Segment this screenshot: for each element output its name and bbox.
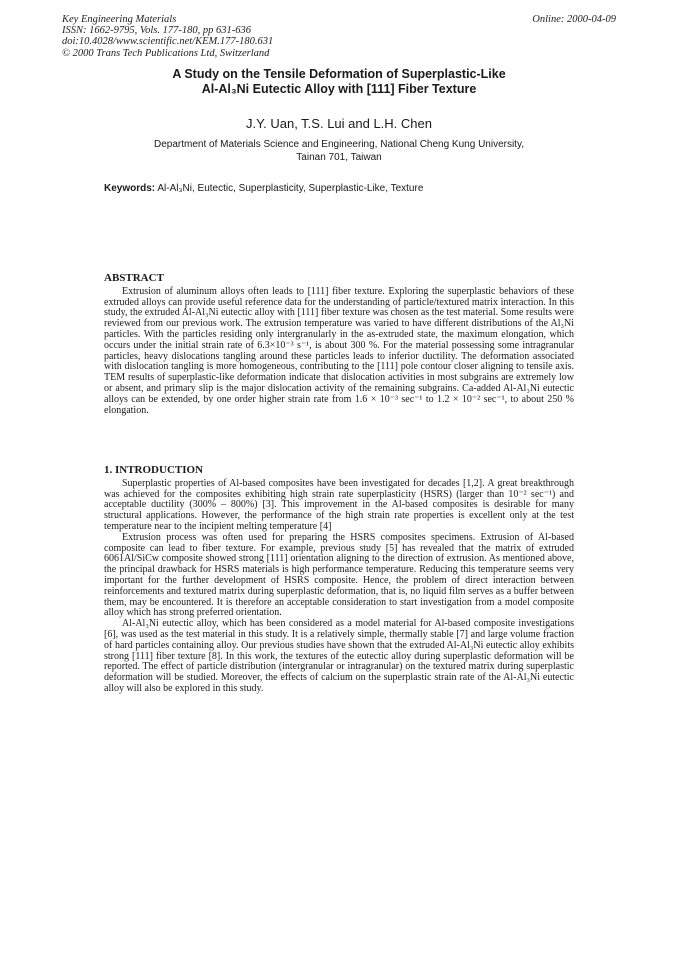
affiliation bbox=[80, 139, 598, 164]
title-line-1: A Study on the Tensile Deformation of Superplastic-Like bbox=[172, 67, 506, 81]
authors: J.Y. Uan, T.S. Lui and L.H. Chen bbox=[246, 116, 432, 131]
abstract-text: Extrusion of aluminum alloys often leads to [111] fiber texture. Exploring the superplastic behaviors of these extruded alloys can provide useful reference data for the understanding of particle/textured matrix interaction. In this study, the extruded Al-Al₃Ni eutectic alloy with [111] fiber texture was chosen as the test material. Some results were reviewed from our previous work. The extrusion temperature was varied to have different distributions of the Al₃Ni particles. With the particles residing only intergranularly in the as-extruded state, the maximum elongation, which occurs under the initial strain rate of 6.3×10⁻³ s⁻¹, is about 300 %. For the material possessing some intragranular particles, heavy dislocations tangling around these particles leads to inferior ductility. The deformation associated with dislocation tangling is more homogeneous, contributing to the [111] pole contour closer aligning to tensile axis. TEM results of superplastic-like deformation indicate that dislocation activities in most subgrains are extremely low or absent, and primary slip is the major dislocation activity of the remaining subgrains. Ca-added Al-Al₃Ni eutectic alloys can be extended, by one order higher strain rate from 1.6 × 10⁻³ sec⁻¹ to 1.2 × 10⁻² sec⁻¹, to about 250 % elongation. bbox=[104, 285, 574, 416]
affiliation-line-2: Tainan 701, Taiwan bbox=[296, 151, 382, 163]
intro-paragraph-2: Extrusion process was often used for preparing the HSRS composites specimens. Extrusion of Al-based composite can lead to fiber texture. For example, previous study [5] has revealed that the matrix of extruded 6061Al/SiCw composite showed strong [111] orientation aligning to the direction of extrusion. As mentioned above, the principal drawback for HSRS materials is high performance temperature. Reducing this temperature seems very important for the further development of HSRS composite. Hence, the problem of direct interaction between reinforcements and textured matrix during superplastic deformation, that is, no liquid film serves as a buffer between them, may be encountered. It is therefore an acceptable consideration to start investigation from a model composite alloy which has strong preferred orientation. bbox=[104, 531, 574, 619]
issn-line: ISSN: 1662-9795, Vols. 177-180, pp 631-636 bbox=[62, 25, 251, 37]
journal-header bbox=[62, 14, 273, 59]
abstract-section bbox=[104, 273, 574, 416]
keywords-text: Al-Al₃Ni, Eutectic, Superplasticity, Superplastic-Like, Texture bbox=[157, 183, 424, 194]
doi-line: doi:10.4028/www.scientific.net/KEM.177-180.631 bbox=[62, 36, 274, 48]
intro-paragraph-3: Al-Al₃Ni eutectic alloy, which has been considered as a model material for Al-based composite investigations [6], was used as the test material in this study. It is a relatively simple, thermally stable [7] and large volume fraction of hard particles containing alloy. Our previous studies have shown that the extruded Al-Al₃Ni eutectic alloy exhibits strong [111] fiber texture [8]. In this work, the textures of the eutectic alloy during superplastic deformation will be reported. The effect of particle distribution (intergranular or intragranular) on the textured matrix during superplastic deformation will be studied. Moreover, the effects of calcium on the superplastic strain rate of the Al-Al₃Ni eutectic alloy will also be explored in this study. bbox=[104, 618, 574, 694]
introduction-heading: 1. INTRODUCTION bbox=[104, 464, 204, 476]
title-line-2: Al-Al₃Ni Eutectic Alloy with [111] Fiber Texture bbox=[201, 82, 477, 96]
introduction-section bbox=[104, 465, 574, 695]
paper-title bbox=[80, 67, 598, 97]
affiliation-line-1: Department of Materials Science and Engineering, National Cheng Kung University, bbox=[153, 139, 524, 150]
journal-name: Key Engineering Materials bbox=[62, 14, 177, 25]
keywords bbox=[104, 183, 423, 194]
keywords-label: Keywords: bbox=[104, 183, 156, 194]
online-date: Online: 2000-04-09 bbox=[532, 14, 616, 25]
intro-paragraph-1: Superplastic properties of Al-based composites have been investigated for decades [1,2]. A great breakthrough was achieved for the composites exhibiting high strain rate superplasticity (HSRS) (larger than 10⁻² sec⁻¹) and acceptable ductility (300% – 800%) [3]. This improvement in the Al-based composites is desirable for many structural applications. However, the performance of the high strain rate properties is excellent only at the test temperature near to the incipient melting temperature [4] bbox=[104, 477, 574, 532]
abstract-heading: ABSTRACT bbox=[104, 272, 164, 284]
copyright-line: © 2000 Trans Tech Publications Ltd, Switzerland bbox=[62, 47, 270, 59]
